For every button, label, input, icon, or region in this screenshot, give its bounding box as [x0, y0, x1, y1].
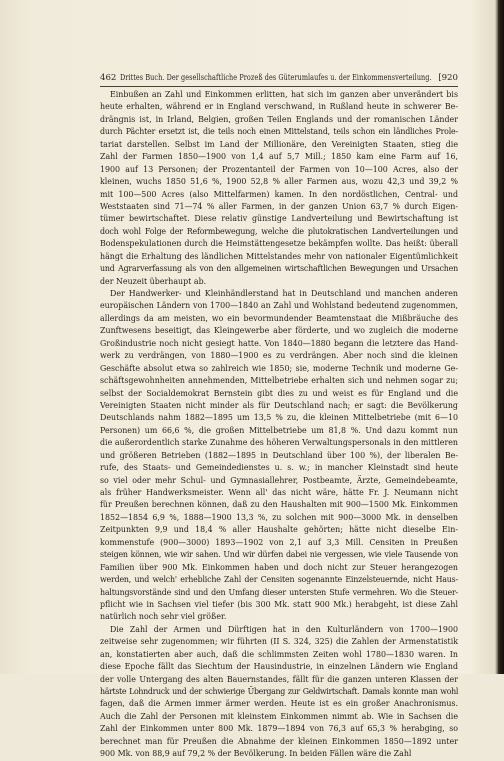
text-line: fagen, daß die Armen immer ärmer werden. Heute ist es ein großer Anachronismus.	[100, 699, 458, 709]
text-line: Zahl der Farmen 1850—1900 von 1,4 auf 5,7 Mill.; 1850 kam eine Farm auf 16,	[100, 152, 458, 162]
text-line: zeitweise sehr zugenommen; wir führten (II S. 324, 325) die Zahlen der Armenstatistik	[100, 637, 458, 647]
text-line: Einbußen an Zahl und Einkommen erlitten, hat sich im ganzen aber unverändert bis	[110, 90, 458, 99]
text-line: 1900 auf 13 Personen; der Prozentanteil der Farmen von 10—100 Acres, also der	[100, 164, 458, 174]
text-line: rufe, des Staats- und Gemeindedienstes u. s. w.; in mancher Kleinstadt sind heute	[100, 463, 458, 473]
text-line: Zahl der Einkommen unter 800 Mk. 1879—1894 von 76,3 auf 65,3 % herabging, so	[100, 724, 458, 734]
text-line: Großindustrie noch nicht gesiegt hatte. Von 1840—1880 begann die letztere das Hand-	[100, 338, 458, 348]
text-line: Deutschlands nahm 1882—1895 um 13,5 % zu, die kleinen Mittelbetriebe (mit 6—10	[100, 413, 458, 423]
text-line: der volle Untergang des alten Bauernstandes, fällt für die ganzen unteren Klassen der	[100, 674, 458, 684]
text-line: Vereinigten Staaten nicht minder als für Deutschland nach; er sagt: die Bevölkerung	[100, 400, 458, 410]
running-title: Drittes Buch. Der gesellschaftliche Prozeß des Güterumlaufes u. der Einkommensverteilung.	[120, 73, 432, 83]
section-number: [920	[438, 73, 458, 83]
text-line: 900 Mk. von 88,9 auf 79,2 % der Bevölkerung. In beiden Fällen wäre die Zahl	[100, 749, 412, 759]
text-line: heute erhalten, während er in England verschwand, in Rußland heute in schwerer Be-	[100, 102, 458, 112]
text-line: und Agrarverfassung als von den allgemeinen wirtschaftlichen Bewegungen und Ursachen	[100, 264, 458, 274]
text-line: steigen können, wie wir sahen. Und wir dürfen dabei nie vergessen, wie viele Tausende von	[100, 550, 458, 560]
text-line: tariat darstellen. Selbst im Land der Millionäre, den Vereinigten Staaten, stieg die	[100, 139, 458, 149]
text-line: Der Handwerker- und Kleinhändlerstand hat in Deutschland und manchen anderen	[110, 289, 458, 298]
text-line: Zunftwesens beseitigt, das Kleingewerbe aber förderte, und wo zugleich die moderne	[100, 326, 458, 336]
text-line: Geschäfte absolut etwa so zahlreich wie 1850; sie, moderne Technik und moderne Ge-	[100, 363, 458, 373]
text-line: europäischen Ländern von 1700—1840 an Zahl und Wohlstand bedeutend zugenommen,	[100, 301, 458, 311]
running-header	[100, 73, 458, 87]
book-gutter-shadow	[498, 0, 504, 674]
text-line: diese Epoche fällt das Siechtum der Hausindustrie, in einzelnen Ländern wie England	[100, 662, 458, 672]
text-line: für Preußen berechnen können, daß zu den Haushalten mit 900—1500 Mk. Einkommen	[100, 500, 458, 510]
text-line: mit 100—500 Acres (also Mittelfarmen) kamen. In den nordöstlichen, Central- und	[100, 189, 458, 199]
paragraph	[100, 89, 458, 288]
text-line: der Neuzeit überhaupt ab.	[100, 276, 207, 286]
page-number: 462	[100, 73, 117, 83]
text-line: und größeren Betrieben (1882—1895 in Deutschland über 100 %), der liberalen Be-	[100, 450, 458, 460]
paragraph	[100, 288, 458, 624]
text-line: so viel oder mehr Schul- und Gymnasiallehrer, Postbeamte, Ärzte, Gemeindebeamte,	[100, 475, 458, 485]
text-line: kommenstufe (900—3000) 1893—1902 von 2,1 auf 3,3 Mill. Censiten in Preußen	[100, 537, 458, 547]
text-line: durch Pächter ersetzt ist, die teils noch einen Mittelstand, teils schon ein ländliches Prole-	[100, 127, 458, 137]
text-line: allerdings da am meisten, wo ein bevormundender Beamtenstaat die Mißbräuche des	[100, 313, 458, 323]
header-rule	[100, 86, 458, 87]
text-line: hängt die Erhaltung des ländlichen Mittelstandes mehr von nationaler Eigentümlichkeit	[100, 251, 458, 261]
text-line: die außerordentlich starke Zunahme des höheren Verwaltungspersonals in den mittleren	[100, 438, 458, 448]
text-line: Zeitpunkten 9,9 und 18,4 % aller Haushalte gehörten; hätte nicht dieselbe Ein-	[100, 525, 458, 535]
text-line: selbst der Socialdemokrat Bernstein gibt dies zu und weist es für England und die	[100, 388, 458, 398]
text-line: Bodenspekulationen durch die Heimstättengesetze bekämpfen wollte. Das heißt: überall	[100, 239, 458, 249]
text-line: kleinen, wuchs 1850 51,6 %, 1900 52,8 % aller Farmen aus, wozu 42,3 und 39,2 %	[100, 177, 458, 187]
text-line: schäftsgewohnheiten annehmenden, Mittelbetriebe erhalten sich und nehmen sogar zu;	[100, 376, 458, 386]
text-line: 1852—1854 6,9 %, 1888—1900 13,3 %, zu solchen mit 900—3000 Mk. in denselben	[100, 512, 458, 522]
text-line: Personen) um 66,6 %, die großen Mittelbetriebe um 81,8 %. Und dazu kommt nun	[100, 425, 458, 435]
text-line: härtste Lohndruck und der schwierige Übergang zur Geldwirtschaft. Damals konnte man wohl	[100, 687, 458, 696]
text-line: tümer bewirtschaftet. Diese relativ günstige Landverteilung und Bewirtschaftung ist	[100, 214, 458, 224]
text-line: Auch die Zahl der Personen mit kleinstem Einkommen nimmt ab. Wie in Sachsen die	[100, 711, 458, 721]
text-line: als früher Handwerksmeister. Wenn all' das nicht wäre, hätte Fr. J. Neumann nicht	[100, 488, 458, 497]
text-line: berechnet man für Preußen die Abnahme der kleinen Einkommen 1850—1892 unter	[100, 736, 458, 746]
text-line: werden, und welch' erhebliche Zahl der Censiten sogenannte Einzelsteuernde, nicht Haus-	[100, 575, 458, 585]
text-line: an, konstatierten aber auch, daß die schlimmsten Zeiten wohl 1780—1830 waren. In	[100, 649, 458, 659]
paragraph	[100, 624, 458, 761]
text-line: pflicht wie in Sachsen viel tiefer (bis 300 Mk. statt 900 Mk.) herabgeht, ist diese Zahl	[100, 599, 458, 609]
text-line: drängnis ist, in Irland, Belgien, großen Teilen Englands und der romanischen Länder	[100, 114, 458, 124]
text-line: werk zu verdrängen, von 1880—1900 es zu verdrängen. Aber noch sind die kleinen	[100, 351, 458, 361]
text-line: natürlich noch sehr viel größer.	[100, 612, 227, 622]
text-line: Familien über 900 Mk. Einkommen haben und doch nicht zur Steuer herangezogen	[100, 562, 458, 572]
text-line: Weststaaten sind 71—74 % aller Farmen, in der ganzen Union 63,7 % durch Eigen-	[100, 201, 458, 211]
body-text	[100, 89, 458, 761]
text-line: haltungsvorstände sind und den Umfang dieser untersten Stufe vermehren. Wo die Steuer-	[100, 587, 458, 597]
text-line: doch wohl Folge der Reformbewegung, welche die plutokratischen Landverteilungen und	[100, 226, 458, 236]
text-line: Die Zahl der Armen und Dürftigen hat in den Kulturländern von 1700—1900	[110, 624, 458, 634]
